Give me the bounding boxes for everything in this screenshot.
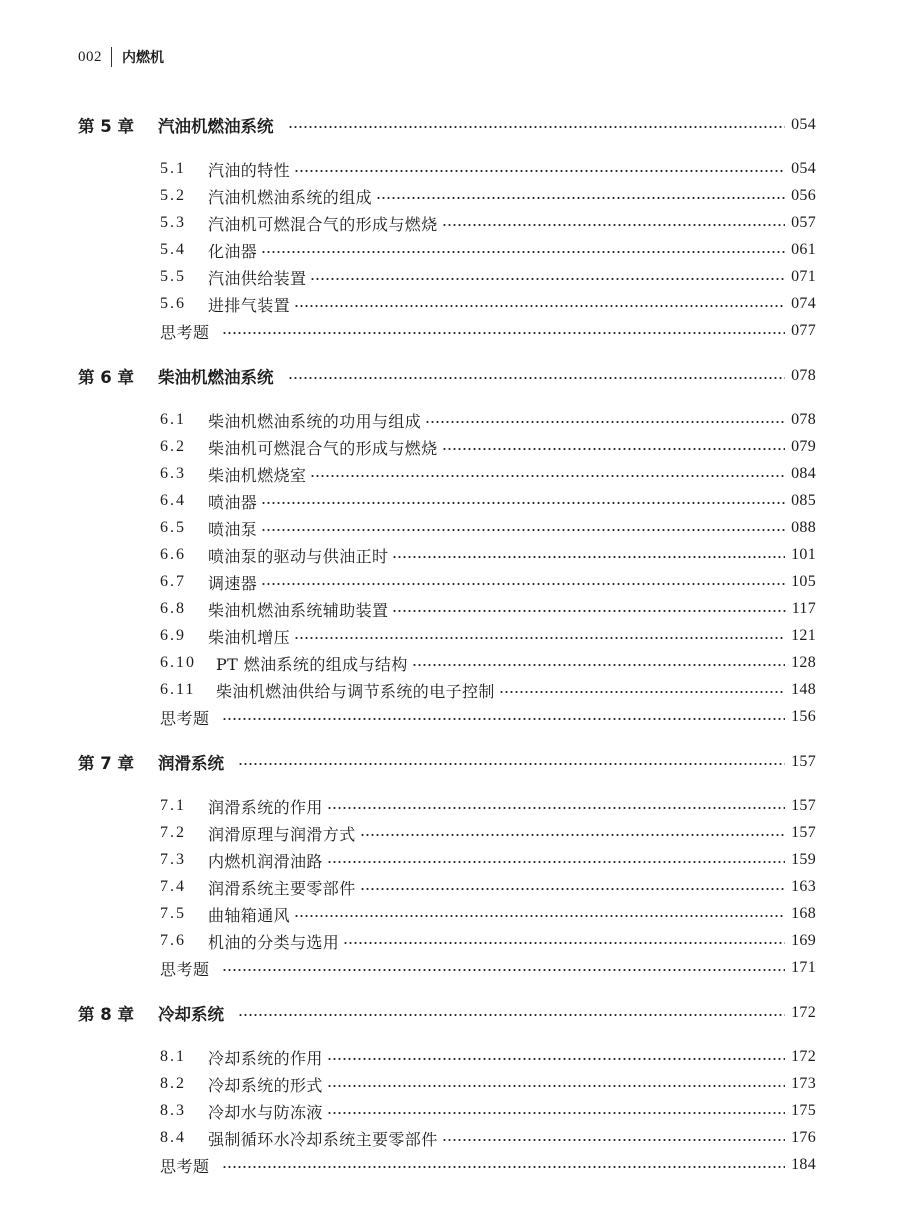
section-number: 7.1 — [160, 797, 186, 814]
page-number: 148 — [791, 681, 816, 698]
section-title: 机油的分类与选用 — [208, 932, 340, 952]
page-number: 157 — [791, 797, 816, 814]
toc-section-row — [160, 596, 816, 622]
exercise-title: 思考题 — [160, 708, 210, 728]
dot-leader — [288, 126, 786, 128]
dot-leader — [261, 583, 785, 585]
section-number: 8.1 — [160, 1048, 186, 1065]
section-title: 化油器 — [208, 241, 258, 261]
toc-section-row — [160, 874, 816, 900]
page-number: 061 — [791, 241, 816, 258]
section-title: 柴油机增压 — [208, 627, 291, 647]
page-number: 071 — [791, 268, 816, 285]
toc-section-row — [160, 1125, 816, 1151]
section-number: 7.6 — [160, 932, 186, 949]
dot-leader — [392, 610, 785, 612]
section-title: 汽油的特性 — [208, 160, 291, 180]
section-number: 6.8 — [160, 600, 186, 617]
toc-section-row — [160, 901, 816, 927]
section-number: 7.2 — [160, 824, 186, 841]
section-title: 柴油机燃油供给与调节系统的电子控制 — [216, 681, 495, 701]
section-number: 6.3 — [160, 465, 186, 482]
page-number: 078 — [791, 411, 816, 428]
page-number: 101 — [791, 546, 816, 563]
toc-section-row — [160, 569, 816, 595]
toc-chapter-row — [78, 749, 816, 775]
chapter-title: 汽油机燃油系统 — [158, 117, 274, 136]
toc-section-row — [160, 542, 816, 568]
toc-section-row — [160, 650, 816, 676]
toc-section-row — [160, 623, 816, 649]
section-number: 6.7 — [160, 573, 186, 590]
section-number: 6.11 — [160, 681, 196, 698]
page-number: 172 — [791, 1004, 816, 1021]
toc-exercise-row — [160, 955, 816, 981]
dot-leader — [222, 1166, 786, 1168]
section-title: 润滑原理与润滑方式 — [208, 824, 356, 844]
toc-section-row — [160, 488, 816, 514]
section-number: 7.5 — [160, 905, 186, 922]
page-number: 056 — [791, 187, 816, 204]
toc-section-row — [160, 237, 816, 263]
page-number: 088 — [791, 519, 816, 536]
section-title: 柴油机燃油系统辅助装置 — [208, 600, 389, 620]
section-title: 柴油机燃油系统的功用与组成 — [208, 411, 422, 431]
toc-chapter-row — [78, 1000, 816, 1026]
section-title: 冷却系统的形式 — [208, 1075, 323, 1095]
dot-leader — [442, 1139, 785, 1141]
section-title: 调速器 — [208, 573, 258, 593]
section-title: 进排气装置 — [208, 295, 291, 315]
page-number: 168 — [791, 905, 816, 922]
header-page-number: 002 — [78, 48, 102, 65]
toc-section-row — [160, 847, 816, 873]
toc-section-row — [160, 820, 816, 846]
section-title: 润滑系统的作用 — [208, 797, 323, 817]
page-number: 079 — [791, 438, 816, 455]
chapter-title: 润滑系统 — [158, 754, 224, 773]
dot-leader — [294, 170, 785, 172]
page-number: 163 — [791, 878, 816, 895]
section-number: 6.1 — [160, 411, 186, 428]
section-number: 8.3 — [160, 1102, 186, 1119]
dot-leader — [442, 448, 785, 450]
dot-leader — [327, 1112, 785, 1114]
toc-section-row — [160, 407, 816, 433]
page-number: 117 — [791, 600, 816, 617]
toc-section-row — [160, 677, 816, 703]
running-header — [78, 46, 164, 68]
dot-leader — [238, 1014, 785, 1016]
exercise-title: 思考题 — [160, 1156, 210, 1176]
dot-leader — [288, 377, 786, 379]
toc-section-row — [160, 183, 816, 209]
section-number: 5.4 — [160, 241, 186, 258]
section-title: 内燃机润滑油路 — [208, 851, 323, 871]
toc-section-row — [160, 210, 816, 236]
toc-section-row — [160, 1071, 816, 1097]
section-title: 汽油机可燃混合气的形成与燃烧 — [208, 214, 438, 234]
page-number: 184 — [791, 1156, 816, 1173]
section-title: PT 燃油系统的组成与结构 — [216, 654, 408, 674]
page-number: 157 — [791, 824, 816, 841]
page-number: 077 — [791, 322, 816, 339]
toc-chapter-row — [78, 112, 816, 138]
exercise-title: 思考题 — [160, 322, 210, 342]
section-title: 喷油器 — [208, 492, 258, 512]
page-number: 054 — [791, 160, 816, 177]
section-title: 喷油泵 — [208, 519, 258, 539]
dot-leader — [238, 763, 785, 765]
section-title: 冷却系统的作用 — [208, 1048, 323, 1068]
page-number: 169 — [791, 932, 816, 949]
section-number: 5.3 — [160, 214, 186, 231]
toc-section-row — [160, 291, 816, 317]
chapter-number: 第 8 章 — [78, 1005, 134, 1024]
dot-leader — [310, 278, 785, 280]
section-number: 5.1 — [160, 160, 186, 177]
toc-section-row — [160, 793, 816, 819]
dot-leader — [412, 664, 785, 666]
dot-leader — [294, 305, 785, 307]
section-number: 7.4 — [160, 878, 186, 895]
chapter-number: 第 5 章 — [78, 117, 134, 136]
toc-section-row — [160, 515, 816, 541]
section-title: 曲轴箱通风 — [208, 905, 291, 925]
page-number: 121 — [791, 627, 816, 644]
dot-leader — [499, 691, 785, 693]
section-number: 6.2 — [160, 438, 186, 455]
page-number: 176 — [791, 1129, 816, 1146]
chapter-title: 柴油机燃油系统 — [158, 368, 274, 387]
dot-leader — [425, 421, 785, 423]
toc-exercise-row — [160, 1152, 816, 1178]
page-number: 084 — [791, 465, 816, 482]
toc-section-row — [160, 1044, 816, 1070]
page-number: 074 — [791, 295, 816, 312]
page-number: 175 — [791, 1102, 816, 1119]
toc-exercise-row — [160, 704, 816, 730]
section-title: 柴油机燃烧室 — [208, 465, 307, 485]
section-number: 8.4 — [160, 1129, 186, 1146]
section-title: 强制循环水冷却系统主要零部件 — [208, 1129, 438, 1149]
section-title: 喷油泵的驱动与供油正时 — [208, 546, 389, 566]
dot-leader — [442, 224, 785, 226]
toc-section-row — [160, 928, 816, 954]
section-title: 汽油供给装置 — [208, 268, 307, 288]
section-number: 5.5 — [160, 268, 186, 285]
section-title: 柴油机可燃混合气的形成与燃烧 — [208, 438, 438, 458]
dot-leader — [222, 718, 786, 720]
section-number: 5.2 — [160, 187, 186, 204]
page-number: 159 — [791, 851, 816, 868]
chapter-number: 第 7 章 — [78, 754, 134, 773]
dot-leader — [327, 1058, 785, 1060]
toc-section-row — [160, 264, 816, 290]
section-title: 冷却水与防冻液 — [208, 1102, 323, 1122]
dot-leader — [327, 861, 785, 863]
dot-leader — [294, 637, 785, 639]
dot-leader — [360, 834, 785, 836]
dot-leader — [222, 969, 786, 971]
chapter-title: 冷却系统 — [158, 1005, 224, 1024]
toc-chapter-row — [78, 363, 816, 389]
dot-leader — [327, 1085, 785, 1087]
chapter-number: 第 6 章 — [78, 368, 134, 387]
exercise-title: 思考题 — [160, 959, 210, 979]
header-divider — [111, 47, 112, 67]
section-number: 6.4 — [160, 492, 186, 509]
page-number: 078 — [791, 367, 816, 384]
section-number: 8.2 — [160, 1075, 186, 1092]
dot-leader — [261, 529, 785, 531]
page-number: 156 — [791, 708, 816, 725]
section-title: 润滑系统主要零部件 — [208, 878, 356, 898]
page-number: 105 — [791, 573, 816, 590]
dot-leader — [327, 807, 785, 809]
dot-leader — [294, 915, 785, 917]
page-number: 054 — [791, 116, 816, 133]
section-number: 5.6 — [160, 295, 186, 312]
section-title: 汽油机燃油系统的组成 — [208, 187, 373, 207]
page-number: 157 — [791, 753, 816, 770]
toc-section-row — [160, 1098, 816, 1124]
header-book-title: 内燃机 — [122, 50, 164, 66]
toc-section-row — [160, 156, 816, 182]
toc-section-row — [160, 461, 816, 487]
page-number: 172 — [791, 1048, 816, 1065]
section-number: 6.10 — [160, 654, 196, 671]
dot-leader — [261, 251, 785, 253]
page-number: 171 — [791, 959, 816, 976]
page-number: 128 — [791, 654, 816, 671]
dot-leader — [261, 502, 785, 504]
toc-exercise-row — [160, 318, 816, 344]
section-number: 6.5 — [160, 519, 186, 536]
toc-section-row — [160, 434, 816, 460]
dot-leader — [392, 556, 785, 558]
dot-leader — [376, 197, 785, 199]
dot-leader — [222, 332, 786, 334]
section-number: 6.9 — [160, 627, 186, 644]
section-number: 7.3 — [160, 851, 186, 868]
page-number: 057 — [791, 214, 816, 231]
page-number: 173 — [791, 1075, 816, 1092]
dot-leader — [360, 888, 785, 890]
dot-leader — [343, 942, 785, 944]
section-number: 6.6 — [160, 546, 186, 563]
page-number: 085 — [791, 492, 816, 509]
dot-leader — [310, 475, 785, 477]
